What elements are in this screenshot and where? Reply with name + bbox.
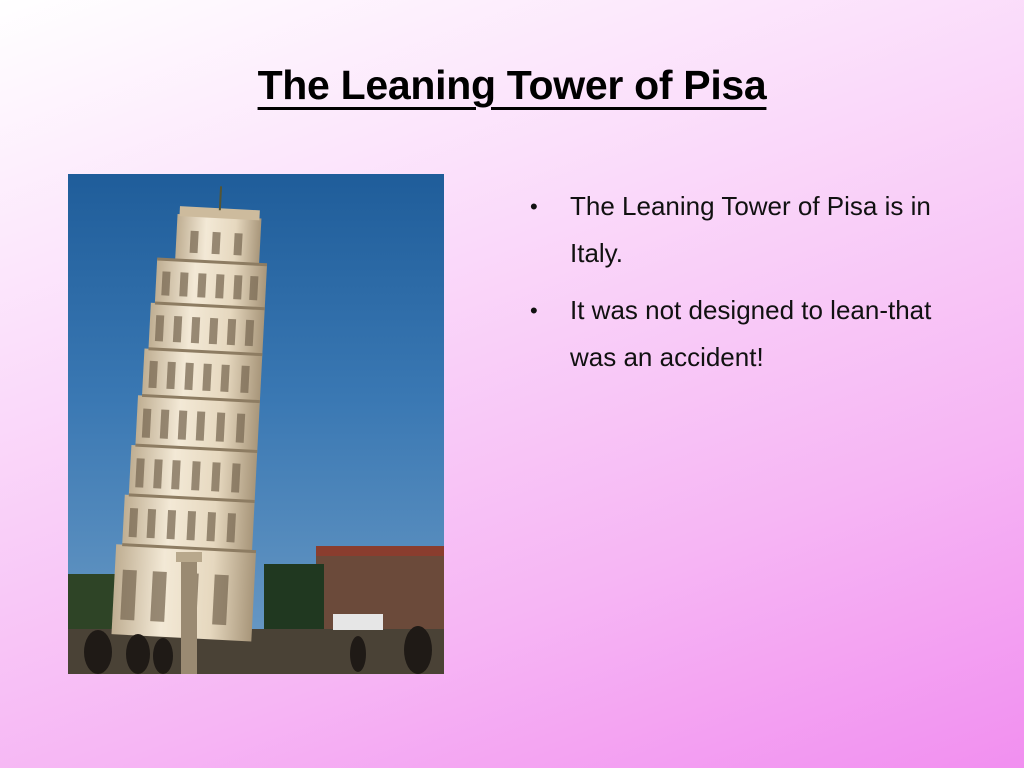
trees-right <box>264 564 324 634</box>
bullet-item <box>530 183 970 277</box>
bullet-list <box>530 183 970 391</box>
ground <box>68 629 444 674</box>
foreground-column <box>181 559 197 674</box>
bullet-marker: • <box>530 194 538 219</box>
bullet-item <box>530 287 970 381</box>
bullet-text: It was not designed to lean-that was an accident! <box>570 295 932 372</box>
sign-board <box>333 614 383 630</box>
trees-left <box>68 574 118 634</box>
bullet-marker: • <box>530 298 538 323</box>
bullet-text: The Leaning Tower of Pisa is in Italy. <box>570 191 931 268</box>
tower-photo <box>68 174 444 674</box>
slide-title: The Leaning Tower of Pisa <box>257 62 767 108</box>
tower-photo-illustration <box>68 174 444 674</box>
